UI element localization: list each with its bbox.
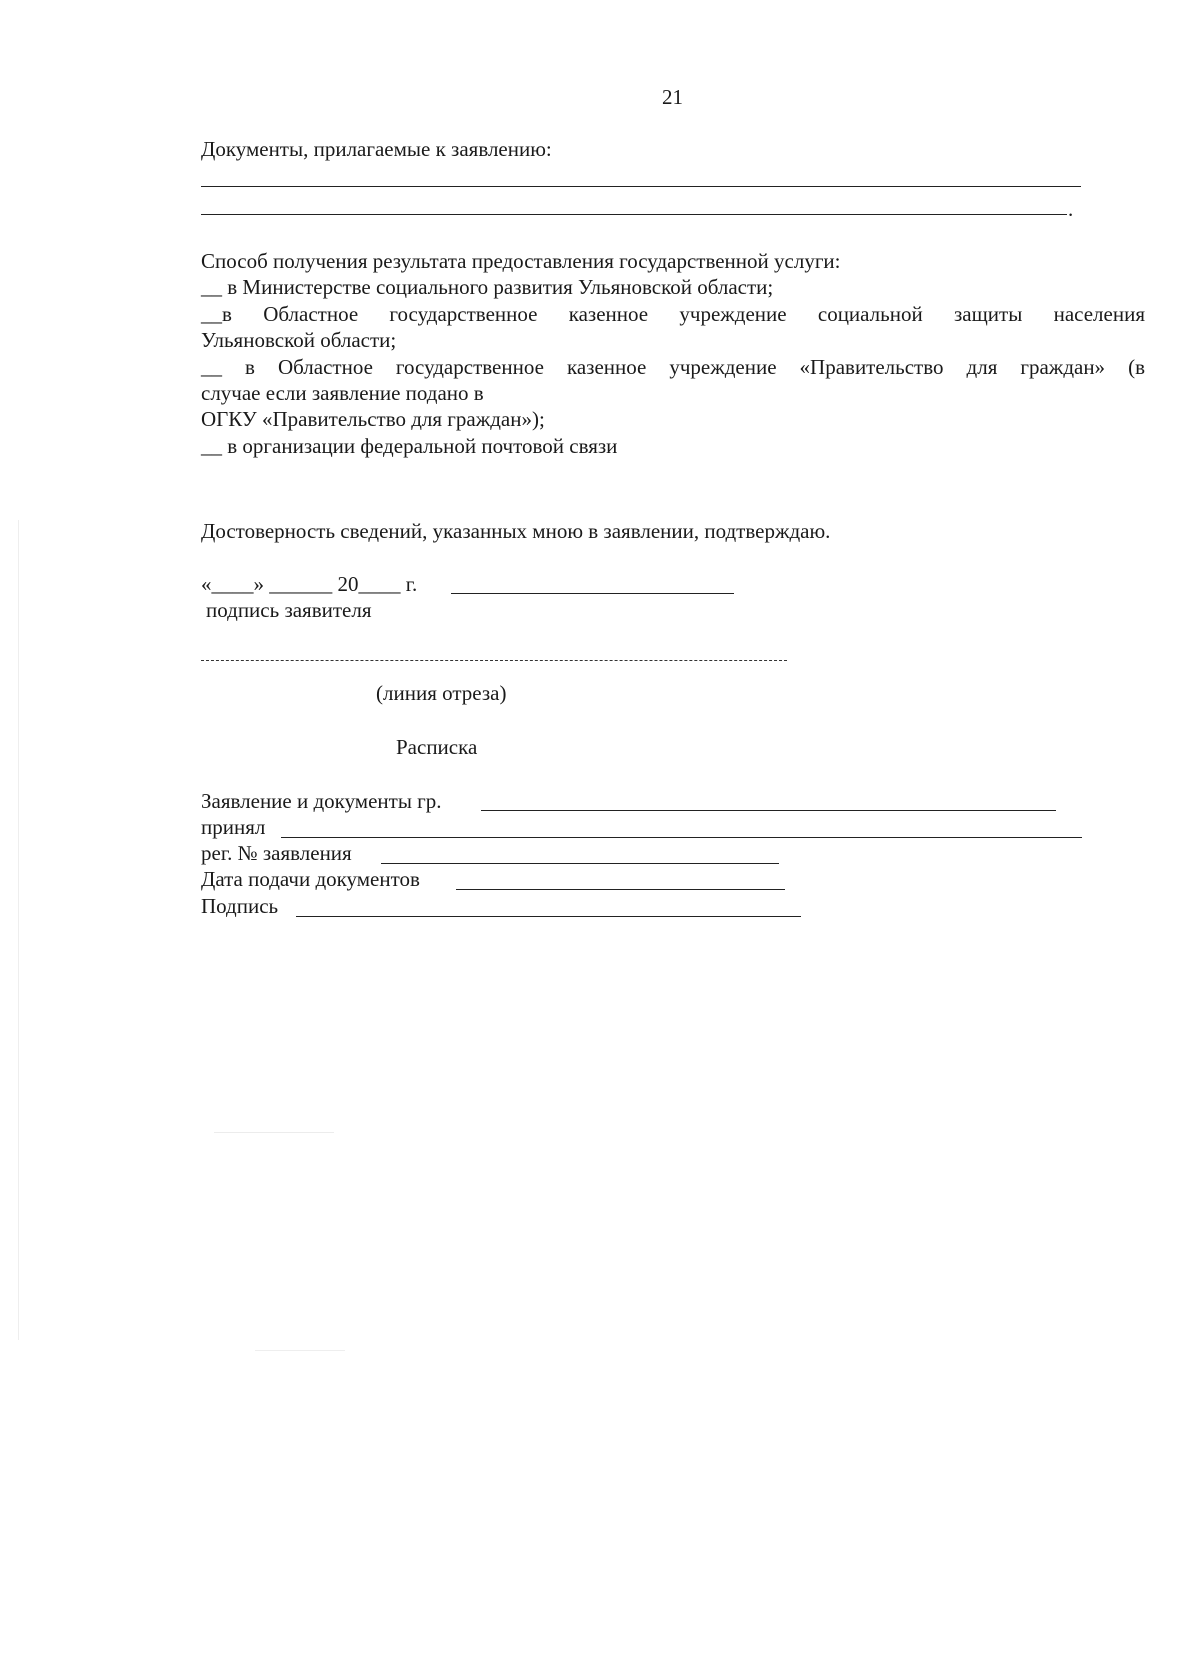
receipt-date-line	[456, 889, 785, 890]
page-number: 21	[662, 85, 683, 109]
receipt-accepted-line	[281, 837, 1082, 838]
receipt-title: Расписка	[396, 735, 478, 759]
cut-caption: (линия отреза)	[376, 681, 507, 705]
confirmation-statement: Достоверность сведений, указанных мною в заявлении, подтверждаю.	[201, 519, 831, 543]
attachments-line-1	[201, 186, 1081, 187]
receipt-docs-line	[481, 810, 1056, 811]
attachments-line-end: .	[1068, 197, 1074, 221]
option-gov-line2: случае если заявление подано в	[201, 381, 484, 405]
scan-artifact	[214, 1132, 334, 1133]
method-heading: Способ получения результата предоставления государственной услуги:	[201, 249, 841, 273]
attachments-line-2	[201, 214, 1067, 215]
scan-artifact	[18, 520, 19, 1340]
receipt-signature-label: Подпись	[201, 894, 279, 918]
receipt-date-label: Дата подачи документов	[201, 867, 420, 891]
cut-line	[201, 660, 787, 661]
option-gov-line3: ОГКУ «Правительство для граждан»);	[201, 407, 545, 431]
option-ogku-social-line1: __в Областное государственное казенное учреждение социальной защиты населения	[201, 302, 1145, 326]
signature-caption: подпись заявителя	[206, 598, 372, 622]
date-line: «____» ______ 20____ г.	[201, 572, 418, 596]
option-ministry: __ в Министерстве социального развития Ульяновской области;	[201, 275, 774, 299]
receipt-reg-line	[381, 863, 779, 864]
signature-line	[451, 593, 734, 594]
option-ogku-social-line2: Ульяновской области;	[201, 328, 397, 352]
receipt-docs-label: Заявление и документы гр.	[201, 789, 442, 813]
receipt-accepted-label: принял	[201, 815, 266, 839]
scan-artifact	[255, 1350, 345, 1351]
receipt-reg-label: рег. № заявления	[201, 841, 352, 865]
receipt-signature-line	[296, 916, 801, 917]
option-gov-line1: __ в Областное государственное казенное учреждение «Правительство для граждан» (в	[201, 355, 1145, 379]
attachments-heading: Документы, прилагаемые к заявлению:	[201, 137, 552, 161]
option-post: __ в организации федеральной почтовой связи	[201, 434, 618, 458]
